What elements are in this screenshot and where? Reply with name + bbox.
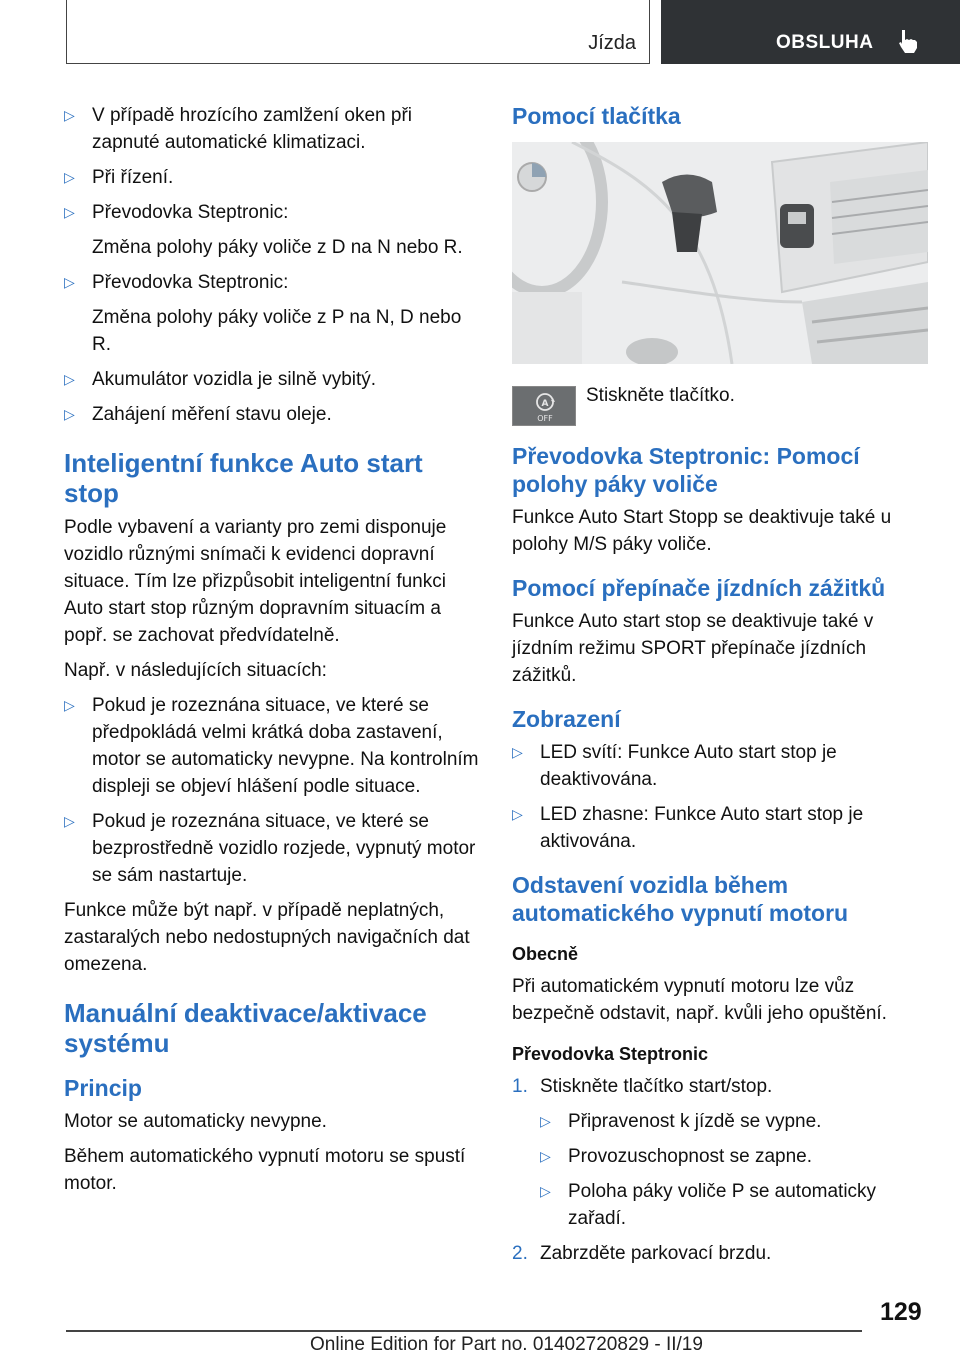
heading-by-button: Pomocí tlačítka: [512, 103, 681, 129]
auto-start-stop-off-button[interactable]: [512, 386, 576, 426]
triangle-bullet-icon: ▷: [64, 274, 75, 290]
footer-edition: Online Edition for Part no. 01402720829 - II/19: [310, 1334, 703, 1355]
heading-intelligent-auto-start-stop: Inteligentní funkce Auto start stop: [64, 448, 423, 508]
paragraph-princip-1: Motor se automaticky nevypne.: [64, 1111, 327, 1132]
heading-parking-during-stop: Odstavení vozidla během automatického vypnutí motoru: [512, 872, 849, 926]
list-item: ▷ Pokud je rozeznána situace, ve které se předpokládá velmi krátká doba zastavení, motor se automaticky nevypne. Na kontrolním displeji se objeví hlášení podle situace.: [64, 692, 484, 800]
list-item: ▷ Poloha páky voliče P se automaticky zařadí.: [540, 1178, 930, 1232]
triangle-bullet-icon: ▷: [64, 169, 75, 185]
dashboard-illustration: [512, 142, 928, 364]
list-item: ▷ Připravenost k jízdě se vypne.: [540, 1108, 930, 1135]
list-item: ▷ Akumulátor vozidla je silně vybitý.: [64, 366, 484, 393]
triangle-bullet-icon: ▷: [64, 204, 75, 220]
list-item: ▷ Při řízení.: [64, 164, 484, 191]
list-item-detail: Změna polohy páky voliče z P na N, D nebo R.: [92, 307, 462, 355]
heading-display: Zobrazení: [512, 706, 621, 732]
heading-steptronic-selector: Převodovka Steptronic: Pomocí polohy páky voliče: [512, 443, 860, 497]
heading-manual-deactivation: Manuální deaktivace/aktivace systému: [64, 998, 427, 1058]
list-item: ▷ Pokud je rozeznána situace, ve které se bezprostředně vozidlo rozjede, vypnutý motor se sám nastartuje.: [64, 808, 484, 889]
paragraph-princip-2: Během automatického vypnutí motoru se spustí motor.: [64, 1146, 466, 1194]
triangle-bullet-icon: ▷: [64, 813, 75, 829]
list-item-detail: Změna polohy páky voliče z D na N nebo R.: [92, 237, 463, 258]
pointing-hand-icon: [896, 28, 922, 54]
right-column: [512, 102, 930, 1275]
button-instruction: [512, 382, 930, 426]
triangle-bullet-icon: ▷: [540, 1113, 551, 1129]
triangle-bullet-icon: ▷: [64, 406, 75, 422]
numbered-step: 2. Zabrzděte parkovací brzdu.: [512, 1243, 772, 1264]
triangle-bullet-icon: ▷: [540, 1148, 551, 1164]
triangle-bullet-icon: ▷: [512, 744, 523, 760]
list-item: ▷ V případě hrozícího zamlžení oken při zapnuté automatické klimatizaci.: [64, 102, 484, 156]
list-item: ▷ LED svítí: Funkce Auto start stop je deaktivována.: [512, 739, 930, 793]
list-item: ▷ Převodovka Steptronic:: [64, 199, 484, 226]
svg-text:A: A: [541, 399, 549, 409]
numbered-step: 1. Stiskněte tlačítko start/stop.: [512, 1076, 773, 1097]
paragraph-press-button: Stiskněte tlačítko.: [586, 385, 735, 406]
list-item: ▷ LED zhasne: Funkce Auto start stop je aktivována.: [512, 801, 930, 855]
page-number: 129: [880, 1298, 922, 1326]
svg-text:OFF: OFF: [537, 414, 553, 423]
triangle-bullet-icon: ▷: [64, 107, 75, 123]
triangle-bullet-icon: ▷: [64, 697, 75, 713]
dashboard-photo: [512, 142, 928, 364]
triangle-bullet-icon: ▷: [64, 371, 75, 387]
paragraph-limited: Funkce může být např. v případě neplatných, zastaralých nebo nedostupných navigačních dat omezena.: [64, 900, 470, 975]
paragraph-intelligent: Podle vybavení a varianty pro zemi disponuje vozidlo různými snímači k evidenci dopravní situace. Tím lze přizpůsobit inteligentní funkci Auto start stop různým dopravním situacím a popř. se zachovat předvídatelně.: [64, 517, 447, 646]
sub-list: [512, 1108, 930, 1232]
heading-princip: Princip: [64, 1075, 142, 1101]
header-chapter-label: OBSLUHA: [776, 32, 874, 53]
paragraph-general: Při automatickém vypnutí motoru lze vůz bezpečně odstavit, např. kvůli jeho opuštění.: [512, 976, 887, 1024]
left-column: [64, 102, 484, 1205]
heading-steptronic-parking: Převodovka Steptronic: [512, 1044, 709, 1064]
footer-divider: [66, 1330, 862, 1332]
triangle-bullet-icon: ▷: [540, 1183, 551, 1199]
list-item: ▷ Provozuschopnost se zapne.: [540, 1143, 930, 1170]
header-frame: [66, 0, 650, 64]
paragraph-steptronic-selector: Funkce Auto Start Stopp se deaktivuje také u polohy M/S páky voliče.: [512, 507, 892, 555]
paragraph-driving-switch: Funkce Auto start stop se deaktivuje také v jízdním režimu SPORT přepínače jízdních zážitků.: [512, 611, 874, 686]
auto-start-stop-icon: [513, 387, 577, 427]
heading-driving-switch: Pomocí přepínače jízdních zážitků: [512, 575, 886, 601]
triangle-bullet-icon: ▷: [512, 806, 523, 822]
heading-general: Obecně: [512, 944, 579, 964]
header-section-title: Jízda: [588, 32, 636, 54]
list-item: ▷ Převodovka Steptronic:: [64, 269, 484, 296]
list-item: ▷ Zahájení měření stavu oleje.: [64, 401, 484, 428]
paragraph-example: Např. v následujících situacích:: [64, 660, 327, 681]
